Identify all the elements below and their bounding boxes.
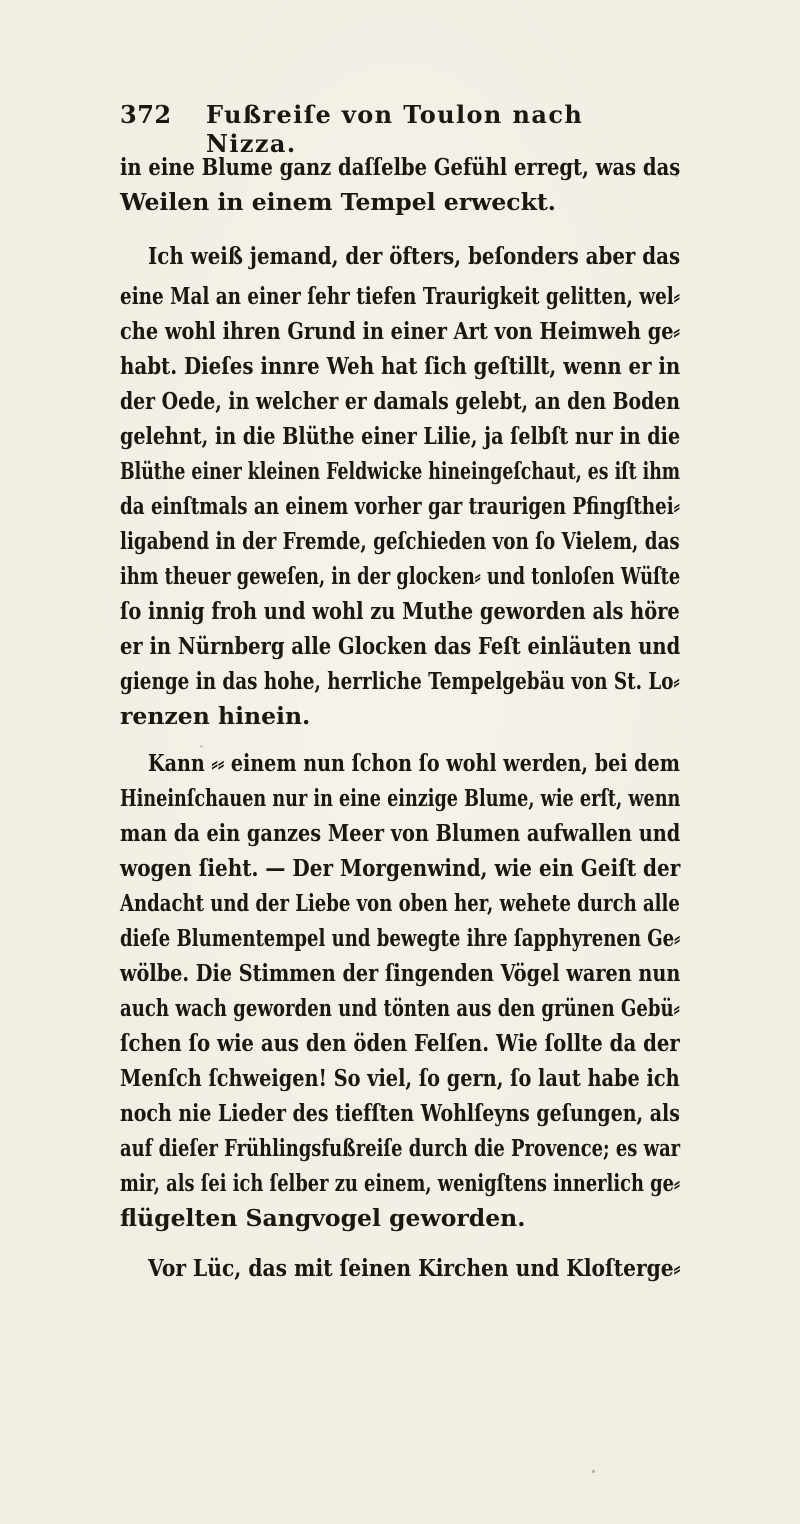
text-line: ihm theuer geweſen, in der glocken⸗ und tonloſen Wüſte (120, 562, 681, 590)
text-line: er in Nürnberg alle Glocken das Feſt einläuten und (120, 632, 681, 660)
page-number: 372 (120, 100, 172, 129)
text-line: flügelten Sangvogel geworden. (120, 1204, 526, 1232)
text-line: habt. Dieſes innre Weh hat ſich geſtillt, wenn er in (120, 352, 681, 380)
text-line: Blüthe einer kleinen Feldwicke hineingeſchaut, es iſt ihm (120, 457, 681, 485)
text-line: Hineinſchauen nur in eine einzige Blume, wie erſt, wenn (120, 784, 681, 812)
text-line: wölbe. Die Stimmen der ſingenden Vögel waren nun (120, 959, 681, 987)
text-line: Kann ⸗⸗ einem nun ſchon ſo wohl werden, bei dem (148, 749, 680, 777)
text-line: Vor Lüc, das mit ſeinen Kirchen und Kloſterge⸗ (148, 1254, 681, 1282)
text-line: Weilen in einem Tempel erweckt. (120, 188, 556, 216)
text-line: Menſch ſchweigen! So viel, ſo gern, ſo laut habe ich (120, 1064, 680, 1092)
text-line: ſo innig froh und wohl zu Muthe geworden als höre (120, 597, 680, 625)
paper-speck (592, 1470, 595, 1473)
text-line: renzen hinein. (120, 702, 311, 730)
text-line: ſchen ſo wie aus den öden Felſen. Wie ſollte da der (120, 1029, 680, 1057)
text-line: Andacht und der Liebe von oben her, wehete durch alle (120, 889, 680, 917)
text-line: noch nie Lieder des tiefſten Wohlſeyns geſungen, als (120, 1099, 680, 1127)
page-header (120, 100, 680, 158)
text-line: dieſe Blumentempel und bewegte ihre ſapphyrenen Ge⸗ (120, 924, 681, 952)
text-line: da einſtmals an einem vorher gar traurigen Pfingſthei⸗ (120, 492, 680, 520)
text-line: Ich weiß jemand, der öfters, beſonders aber das (148, 242, 681, 270)
paper-speck (675, 174, 678, 177)
running-head: Fußreiſe von Toulon nach Nizza. (206, 100, 584, 158)
text-line: che wohl ihren Grund in einer Art von Heimweh ge⸗ (120, 317, 680, 345)
text-line: auch wach geworden und tönten aus den grünen Gebü⸗ (120, 994, 680, 1022)
text-line: gelehnt, in die Blüthe einer Lilie, ja ſelbſt nur in die (120, 422, 681, 450)
text-line: ligabend in der Fremde, geſchieden von ſo Vielem, das (120, 527, 680, 555)
text-line: auf dieſer Frühlingsfußreiſe durch die Provence; es war (120, 1134, 681, 1162)
text-line: wogen ſieht. — Der Morgenwind, wie ein Geiſt der (120, 854, 681, 882)
text-line: gienge in das hohe, herrliche Tempelgebäu von St. Lo⸗ (120, 667, 680, 695)
text-line: mir, als ſei ich ſelber zu einem, wenigſtens innerlich ge⸗ (120, 1169, 680, 1197)
paper-speck (200, 745, 203, 748)
text-line: man da ein ganzes Meer von Blumen aufwallen und (120, 819, 681, 847)
text-line: eine Mal an einer ſehr tiefen Traurigkeit gelitten, wel⸗ (120, 282, 680, 310)
text-line: der Oede, in welcher er damals gelebt, an den Boden (120, 387, 681, 415)
text-line: in eine Blume ganz daſſelbe Gefühl erregt, was das (120, 153, 681, 181)
